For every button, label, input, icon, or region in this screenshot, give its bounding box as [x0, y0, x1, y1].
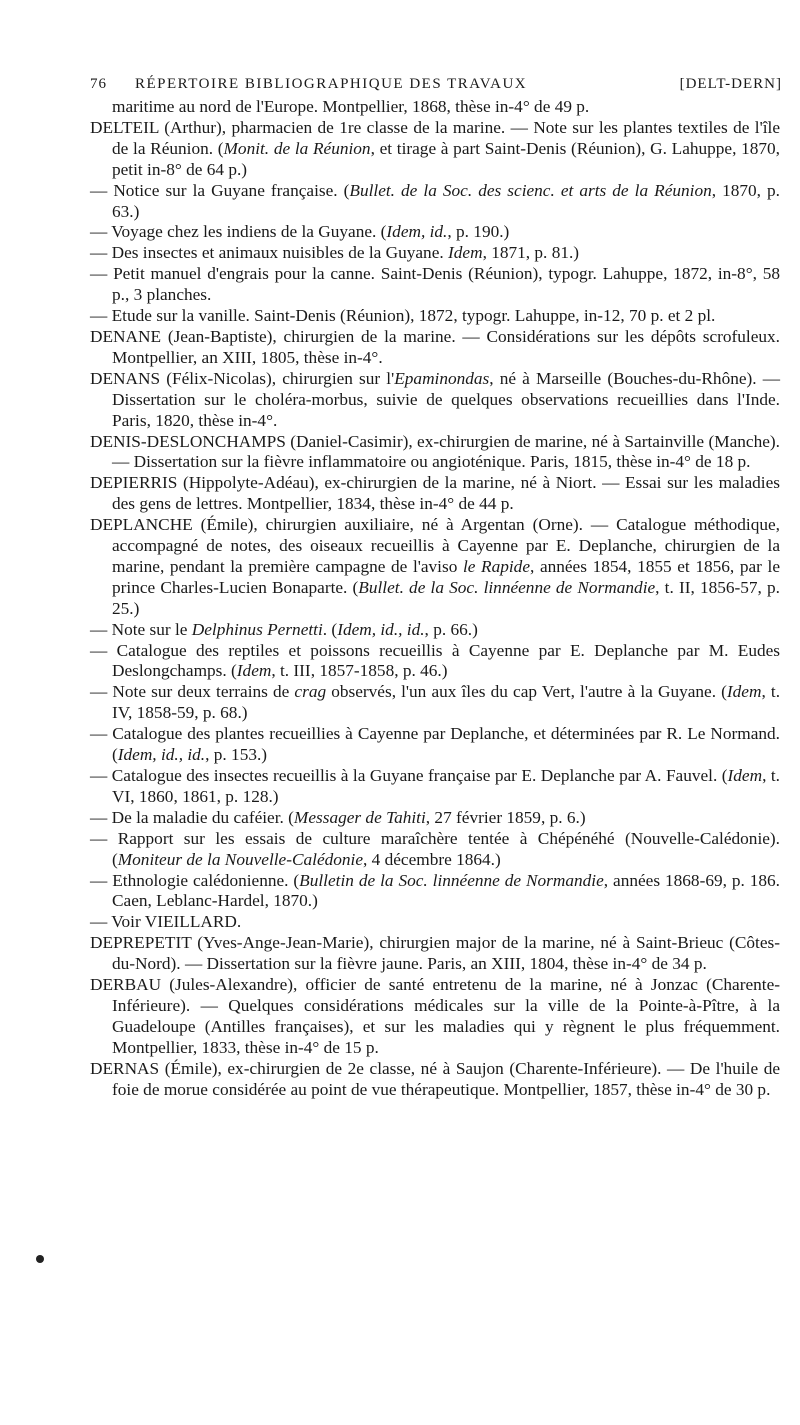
entry-text: , né à Marseille (Bouches-du-Rhône). — Dissertation sur le choléra-morbus, suivie de quelques observations recueillies dans l'Inde. Paris, 1820, thèse in-4°.: [112, 368, 780, 430]
bibliography-entry: [90, 432, 780, 474]
bibliography-entry: [90, 515, 780, 620]
entry-text: . (: [322, 619, 338, 639]
entry-text: — De la maladie du caféier. (: [90, 807, 294, 827]
entry-text: — Des insectes et animaux nuisibles de la Guyane.: [90, 243, 449, 263]
bibliography-entry: [90, 473, 780, 515]
bibliography-entry: [90, 975, 780, 1059]
entry-italic-text: Idem: [727, 766, 763, 785]
bibliography-entry: [90, 369, 780, 432]
entry-text: , et tirage à part Saint-Denis (Réunion), G. Lahuppe, 1870, petit in-8° de 64 p.): [112, 138, 780, 179]
entry-text: — Etude sur la vanille. Saint-Denis (Réunion), 1872, typogr. Lahuppe, in-12, 70 p. et 2 pl.: [90, 306, 716, 326]
bibliography-entry: [90, 682, 780, 724]
entry-italic-text: Idem: [448, 243, 483, 263]
running-title: RÉPERTOIRE BIBLIOGRAPHIQUE DES TRAVAUX: [135, 76, 528, 92]
entry-italic-text: Bullet. de la Soc. des scienc. et arts de la Réunion: [349, 180, 712, 200]
entry-italic-text: le Rapide: [462, 556, 530, 576]
entry-text: , années 1868-69, p. 186. Caen, Leblanc-Hardel, 1870.): [112, 870, 781, 911]
entry-text: — Voyage chez les indiens de la Guyane. (: [90, 222, 387, 242]
bibliography-entries: [90, 97, 780, 1101]
entry-text: observés, l'un aux îles du cap Vert, l'autre à la Guyane. (: [326, 682, 727, 702]
entry-text: DERBAU (Jules-Alexandre), officier de santé entretenu de la marine, né à Jonzac (Charente-Inférieure). — Quelques considérations médicales sur la ville de la Pointe-à-Pître, à la Guadeloupe (Antilles françaises), et sur les maladies qui y règnent le plus fréquemment. Montpellier, 1833, thèse in-4° de 15 p.: [90, 975, 780, 1057]
entry-text: DENANE (Jean-Baptiste), chirurgien de la marine. — Considérations sur les dépôts scrofuleux. Montpellier, an XIII, 1805, thèse in-4°.: [90, 326, 780, 367]
bibliography-entry: [90, 829, 780, 871]
entry-text: , p. 190.): [447, 222, 510, 242]
entry-text: , t. II, 1856-57, p. 25.): [112, 577, 780, 618]
entry-text: — Note sur le: [90, 619, 192, 639]
entry-text: , 27 février 1859, p. 6.): [425, 807, 586, 827]
entry-text: , 4 décembre 1864.): [363, 849, 501, 869]
entry-text: , 1871, p. 81.): [482, 243, 580, 263]
bibliography-entry: [90, 641, 780, 683]
bibliography-entry: [90, 97, 780, 118]
entry-text: , p. 153.): [205, 745, 268, 765]
bibliography-entry: [90, 1059, 780, 1101]
bibliography-entry: [90, 912, 780, 933]
entry-text: DERNAS (Émile), ex-chirurgien de 2e classe, né à Saujon (Charente-Inférieure). — De l'huile de foie de morue considérée au point de vue thérapeutique. Montpellier, 1857, thèse in-4° de 30 p.: [90, 1058, 780, 1099]
entry-italic-text: Epaminondas: [394, 368, 490, 388]
bibliography-entry: [90, 871, 780, 913]
bibliography-entry: [90, 724, 780, 766]
entry-text: , t. IV, 1858-59, p. 68.): [112, 682, 781, 723]
entry-italic-text: Idem: [236, 661, 272, 681]
entry-text: — Voir VIEILLARD.: [90, 912, 242, 932]
entry-text: , p. 66.): [424, 619, 478, 639]
entry-text: DEPREPETIT (Yves-Ange-Jean-Marie), chirurgien major de la marine, né à Saint-Brieuc (Côtes-du-Nord). — Dissertation sur la fièvre jaune. Paris, an XIII, 1804, thèse in-4° de 34 p.: [90, 933, 780, 974]
bibliography-entry: [90, 118, 780, 181]
bibliography-entry: [90, 222, 780, 243]
entry-text: DELTEIL (Arthur), pharmacien de 1re classe de la marine. — Note sur les plantes textiles de l'île de la Réunion. (: [90, 117, 780, 158]
page-number: 76: [90, 76, 107, 92]
entry-italic-text: Idem: [726, 682, 762, 702]
entry-text: — Note sur deux terrains de: [90, 682, 295, 702]
entry-text: — Catalogue des insectes recueillis à la Guyane française par E. Deplanche par A. Fauvel. (: [90, 766, 728, 785]
entry-text: DENANS (Félix-Nicolas), chirurgien sur l': [90, 368, 395, 388]
entry-italic-text: Moniteur de la Nouvelle-Calédonie: [117, 849, 364, 869]
entry-text: — Notice sur la Guyane française. (: [90, 180, 350, 200]
entry-italic-text: Idem, id., id.: [117, 745, 206, 765]
entry-italic-text: Delphinus Pernetti: [191, 619, 323, 639]
bibliography-entry: [90, 933, 780, 975]
entry-italic-text: Bulletin de la Soc. linnéenne de Normandie: [299, 870, 604, 890]
entry-text: maritime au nord de l'Europe. Montpellier, 1868, thèse in-4° de 49 p.: [112, 97, 590, 116]
bibliography-entry: [90, 620, 780, 641]
entry-italic-text: crag: [294, 682, 327, 702]
entry-range: [DELT-DERN]: [679, 76, 782, 92]
bibliography-entry: [90, 264, 780, 306]
entry-text: DENIS-DESLONCHAMPS (Daniel-Casimir), ex-chirurgien de marine, né à Sartainville (Manche).— Dissertation sur la fièvre inflammatoire ou angioténique. Paris, 1815, thèse in-4° de 18 p.: [90, 431, 780, 472]
page-header: [90, 76, 782, 93]
entry-text: , t. VI, 1860, 1861, p. 128.): [112, 766, 780, 806]
entry-text: , années 1854, 1855 et 1856, par le prince Charles-Lucien Bonaparte. (: [112, 556, 780, 597]
entry-text: DEPLANCHE (Émile), chirurgien auxiliaire, né à Argentan (Orne). — Catalogue méthodique, accompagné de notes, des oiseaux recueillis à Cayenne par E. Deplanche, chirurgien de la marine, pendant la première campagne de l'aviso: [90, 515, 780, 576]
bibliography-entry: [90, 766, 780, 808]
entry-text: — Petit manuel d'engrais pour la canne. Saint-Denis (Réunion), typogr. Lahuppe, 1872, in-8°, 58 p., 3 planches.: [90, 264, 780, 305]
entry-italic-text: Idem, id., id.: [337, 619, 425, 639]
entry-text: — Rapport sur les essais de culture maraîchère tentée à Chépénéhé (Nouvelle-Calédonie). (: [90, 828, 780, 869]
bibliography-entry: [90, 306, 780, 327]
bibliography-entry: [90, 181, 780, 223]
entry-text: , 1870, p. 63.): [112, 180, 780, 221]
entry-text: — Ethnologie calédonienne. (: [90, 870, 300, 890]
entry-italic-text: Idem, id.: [386, 222, 448, 242]
margin-mark: [36, 1255, 44, 1263]
entry-text: — Catalogue des plantes recueillies à Cayenne par Deplanche, et déterminées par R. Le Normand. (: [90, 724, 780, 765]
entry-text: DEPIERRIS (Hippolyte-Adéau), ex-chirurgien de la marine, né à Niort. — Essai sur les maladies des gens de lettres. Montpellier, 1834, thèse in-4° de 44 p.: [90, 473, 780, 514]
entry-italic-text: Monit. de la Réunion: [223, 138, 371, 158]
entry-italic-text: Messager de Tahiti: [293, 807, 426, 827]
bibliography-entry: [90, 327, 780, 369]
bibliography-entry: [90, 243, 780, 264]
entry-italic-text: Bullet. de la Soc. linnéenne de Normandie: [358, 577, 656, 597]
entry-text: — Catalogue des reptiles et poissons recueillis à Cayenne par E. Deplanche par M. Eudes Deslongchamps. (: [90, 640, 780, 681]
entry-text: , t. III, 1857-1858, p. 46.): [271, 661, 448, 681]
bibliography-entry: [90, 808, 780, 829]
